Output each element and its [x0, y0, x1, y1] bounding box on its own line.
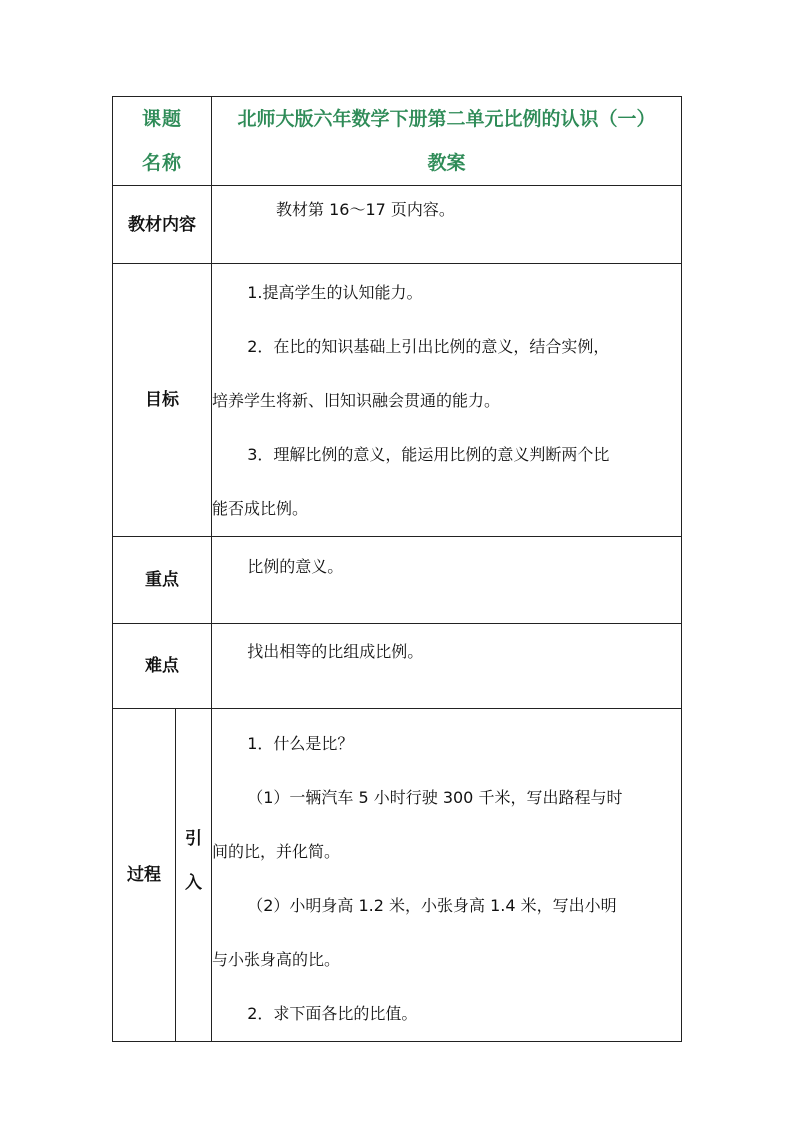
goals-label: 目标: [113, 264, 212, 537]
difficulty-row: [113, 624, 682, 709]
title-label-line1: 课题: [142, 108, 183, 130]
difficulty-text: 找出相等的比组成比例。: [247, 642, 424, 661]
process-q1-2-line2: 与小张身高的比。: [212, 950, 341, 969]
process-sub-label-2: 入: [185, 873, 202, 893]
difficulty-content: [212, 624, 682, 709]
key-point-content: [212, 537, 682, 624]
process-q1: 1．什么是比？: [247, 734, 354, 753]
goals-row: [113, 264, 682, 537]
process-label: 过程: [113, 709, 176, 1042]
title-row: [113, 97, 682, 186]
materials-row: [113, 186, 682, 264]
process-q1-1-line1: （1）一辆汽车 5 小时行驶 300 千米，写出路程与时: [247, 788, 623, 807]
process-sub-label-cell: [176, 709, 212, 1042]
lesson-title-cell: [212, 97, 682, 186]
goal-2-line2: 培养学生将新、旧知识融会贯通的能力。: [212, 391, 501, 410]
title-label-line2: 名称: [142, 152, 183, 174]
lesson-title-line1: 北师大版六年数学下册第二单元比例的认识（一）: [237, 108, 656, 130]
goal-1: 1.提高学生的认知能力。: [247, 283, 423, 302]
goals-content: [212, 264, 682, 537]
materials-content: [212, 186, 682, 264]
key-point-text: 比例的意义。: [247, 557, 344, 576]
process-q1-1-line2: 间的比，并化简。: [212, 842, 341, 861]
difficulty-label: 难点: [113, 624, 212, 709]
process-q1-2-line1: （2）小明身高 1.2 米，小张身高 1.4 米，写出小明: [247, 896, 617, 915]
process-content: [212, 709, 682, 1042]
lesson-title-line2: 教案: [427, 152, 466, 174]
lesson-plan-table: [112, 96, 682, 1042]
process-row: [113, 709, 682, 1042]
goal-3-line2: 能否成比例。: [212, 499, 309, 518]
materials-label: 教材内容: [113, 186, 212, 264]
key-point-row: [113, 537, 682, 624]
title-label-cell: [113, 97, 212, 186]
goal-2-line1: 2．在比的知识基础上引出比例的意义，结合实例，: [247, 337, 610, 356]
goal-3-line1: 3．理解比例的意义，能运用比例的意义判断两个比: [247, 445, 610, 464]
materials-text: 教材第 16～17 页内容。: [276, 200, 455, 219]
process-sub-label-1: 引: [185, 829, 202, 849]
key-point-label: 重点: [113, 537, 212, 624]
process-q2: 2．求下面各比的比值。: [247, 1004, 418, 1023]
